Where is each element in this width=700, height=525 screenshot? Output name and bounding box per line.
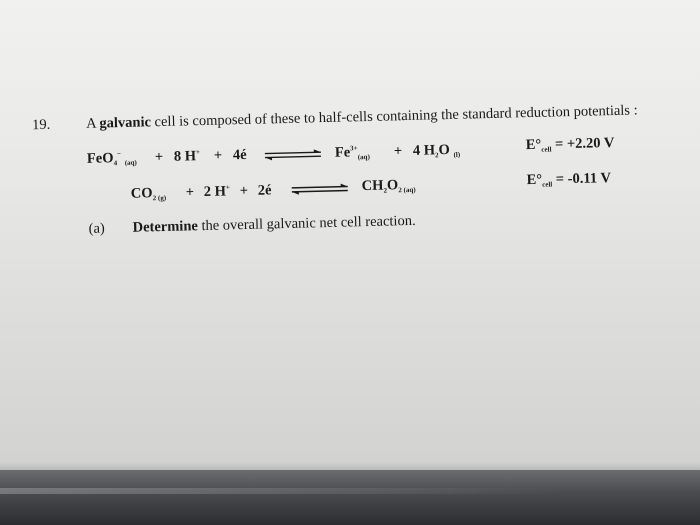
reaction2-plus-2: + (239, 182, 249, 200)
reaction1-reactant-feo4: FeO$_4$− $_{(aq)}$ (86, 150, 137, 168)
part-a-text: Determine the overall galvanic net cell reaction. (132, 212, 416, 236)
reaction1-electrons: 4é (232, 146, 247, 164)
reaction2-electrons: 2é (257, 182, 272, 199)
reaction1-plus-1: + (154, 149, 164, 166)
reaction1-plus-3: + (393, 143, 403, 160)
reaction1-product-water: 4 $H_2O$ $_{(l)}$ (412, 141, 461, 160)
equilibrium-arrow-icon (290, 182, 350, 195)
reaction2-reactant-co2: $CO_{2 (g)}$ (130, 185, 167, 203)
reaction2-product-ch2o2: $CH_2O_{2 (aq)}$ (361, 177, 416, 195)
question-intro: A galvanic cell is composed of these to half-cells containing the standard reduction potentials : (85, 102, 638, 132)
reaction1-plus-2: + (213, 147, 223, 164)
question-number: 19. (31, 116, 51, 134)
equilibrium-arrow-icon (263, 148, 323, 161)
reaction1-reactant-h: 8 H+ (173, 148, 201, 165)
reaction2-reactant-h: 2 H+ (203, 183, 230, 201)
reaction2-plus-1: + (185, 184, 195, 201)
desk-surface (0, 470, 700, 525)
reaction1-potential: $E^\circ_{cell} = +2.20$ V (525, 134, 615, 154)
reaction2-potential: $E^\circ_{cell} = -0.11$ V (526, 170, 612, 189)
intro-bold-word: galvanic (99, 114, 152, 132)
desk-highlight (0, 488, 560, 494)
reaction1-product-fe: $Fe^{3+}_{(aq)}$ (334, 144, 370, 162)
part-a-label: (a) (88, 220, 105, 237)
